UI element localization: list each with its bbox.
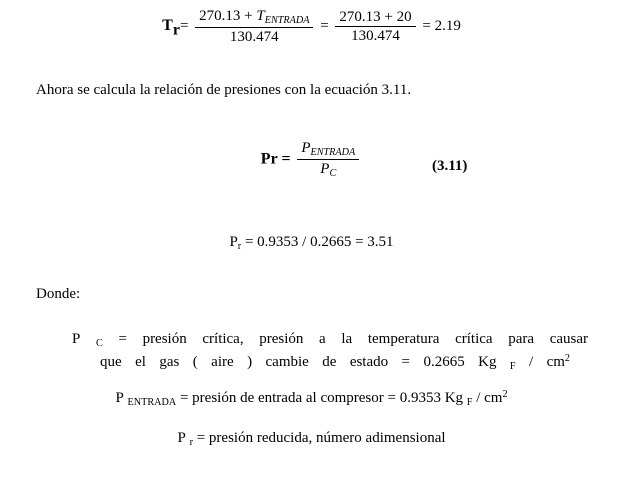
tr-equals-3: = xyxy=(422,18,431,35)
tr-fraction-symbolic-denominator: 130.474 xyxy=(229,29,279,46)
prr-symbol: P xyxy=(177,430,186,446)
definition-critical-pressure-line2 xyxy=(100,351,570,374)
tr-fraction-numeric xyxy=(335,9,415,45)
pr-den-sub: C xyxy=(329,167,337,179)
pr-subscript: r xyxy=(270,150,278,168)
equation-number: (3.11) xyxy=(432,158,468,174)
tr-fraction-numeric-numerator: 270.13 + 20 xyxy=(335,9,415,28)
prr-subscript: r xyxy=(189,436,193,448)
tr-symbol: T xyxy=(162,17,173,35)
tr-num-prefix: 270.13 + xyxy=(199,8,253,24)
tr-fraction-symbolic-numerator xyxy=(195,8,313,28)
tr-fraction-symbolic xyxy=(195,8,313,46)
pr-symbol: P xyxy=(260,150,271,168)
definition-reduced-pressure xyxy=(0,430,623,448)
equation-pressure-ratio xyxy=(0,140,623,179)
pc-line2-suffix: / cm xyxy=(529,354,565,371)
equation-pressure-ratio-body xyxy=(0,140,623,179)
prval-symbol: P xyxy=(229,234,238,250)
prr-text: = presión reducida, número adimensional xyxy=(196,430,446,446)
pent-text-suffix: / cm xyxy=(476,390,503,407)
definition-inlet-pressure xyxy=(0,389,623,408)
prval-subscript: r xyxy=(237,240,242,252)
pc-line2-sub: F xyxy=(509,361,516,373)
pent-text-prefix: = presión de entrada al compresor = 0.9353 Kg xyxy=(179,390,464,407)
pc-subscript: C xyxy=(96,337,103,349)
pr-den-var: P xyxy=(320,160,330,177)
pc-line2-exponent: 2 xyxy=(564,353,571,365)
definition-critical-pressure-line1 xyxy=(72,328,588,351)
tr-result: 2.19 xyxy=(434,18,461,35)
pr-fraction-denominator xyxy=(297,160,359,179)
pr-fraction xyxy=(297,140,359,179)
tr-num-var: T xyxy=(256,8,265,24)
pc-line2-prefix: que el gas ( aire ) cambie de estado = 0.2665 Kg xyxy=(100,354,497,371)
pr-num-sub: ENTRADA xyxy=(310,146,356,158)
pent-subscript: ENTRADA xyxy=(127,396,177,408)
prval-expression: = 0.9353 / 0.2665 = 3.51 xyxy=(244,234,394,250)
tr-subscript: r xyxy=(172,21,180,39)
pent-symbol: P xyxy=(115,390,124,407)
pr-fraction-numerator xyxy=(297,140,359,160)
tr-equals-1: = xyxy=(179,18,189,35)
equation-temperature-ratio xyxy=(0,8,623,46)
pent-exponent: 2 xyxy=(502,389,508,400)
equation-pressure-ratio-value xyxy=(0,234,623,252)
pc-symbol: P xyxy=(72,331,81,347)
pc-line1-text: = presión crítica, presión a la temperatura crítica para causar xyxy=(118,331,588,347)
pr-num-var: P xyxy=(301,140,311,156)
definition-critical-pressure xyxy=(72,328,592,374)
donde-label: Donde: xyxy=(36,286,81,302)
pr-equals: = xyxy=(281,150,291,168)
paragraph-pressure-ratio-intro: Ahora se calcula la relación de presiones con la ecuación 3.11. xyxy=(36,82,412,98)
tr-num-var-sub: ENTRADA xyxy=(264,14,310,26)
pent-unit-sub: F xyxy=(466,396,473,408)
tr-equals-2: = xyxy=(320,18,329,35)
tr-fraction-numeric-denominator: 130.474 xyxy=(351,28,400,45)
